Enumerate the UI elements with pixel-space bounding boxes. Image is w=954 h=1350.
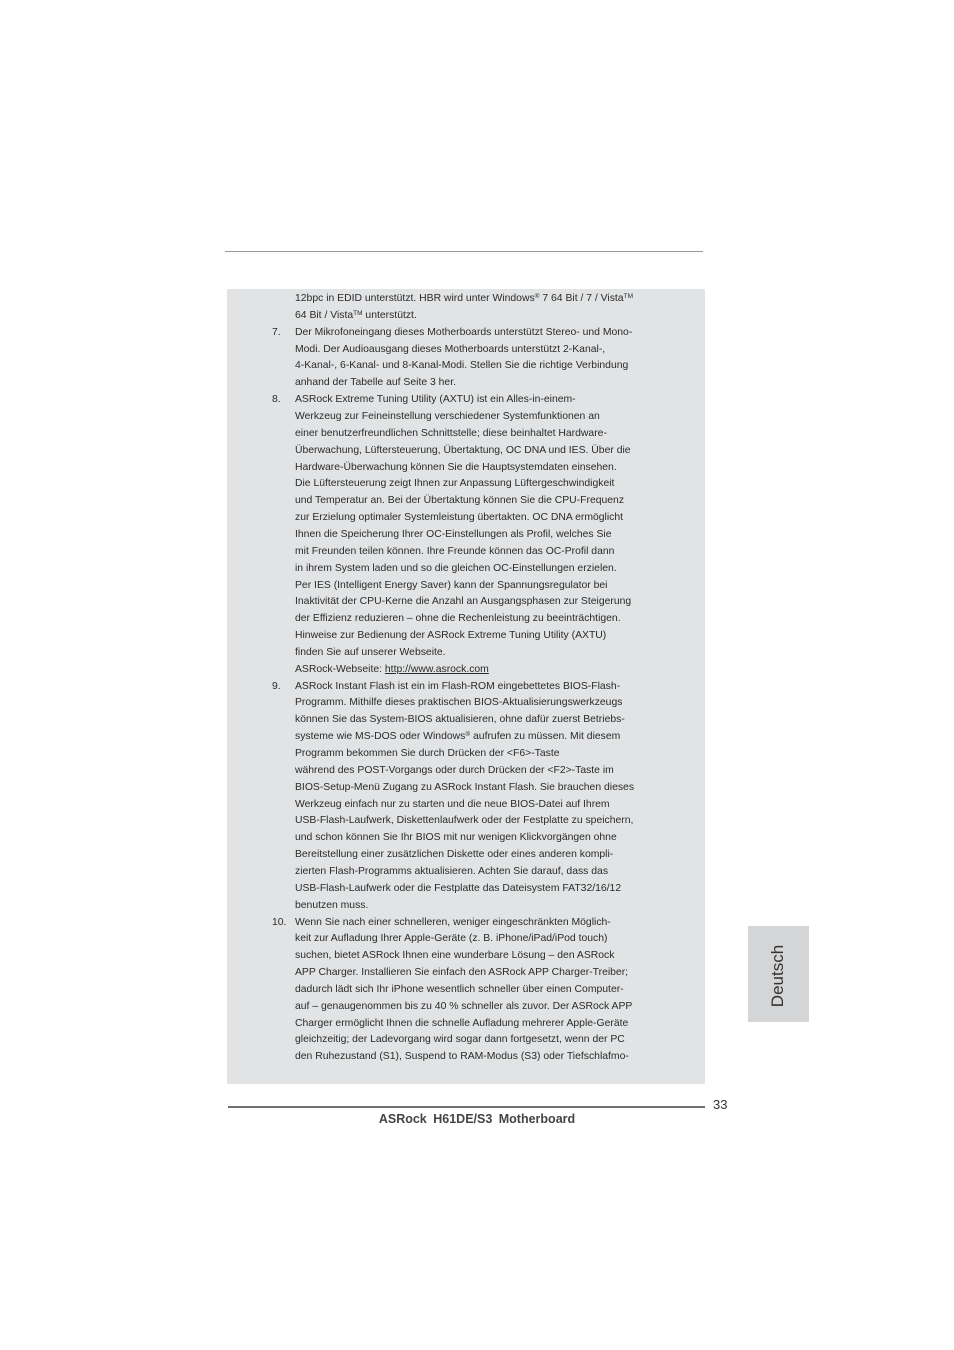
text-line: [295, 309, 417, 322]
text-line: zierten Flash-Programms aktualisieren. Achten Sie darauf, dass das: [295, 865, 609, 877]
text-line: Inaktivität der CPU-Kerne die Anzahl an Ausgangsphasen zur Steigerung: [295, 596, 632, 608]
text-line: [295, 730, 620, 743]
text-line: finden Sie auf unserer Webseite.: [295, 646, 446, 658]
text-line: während des POST-Vorgangs oder durch Drücken der <F2>-Taste im: [295, 764, 614, 776]
superscript-mark: TM: [623, 293, 633, 300]
text-fragment: 7 64 Bit / 7 / Vista: [539, 293, 624, 304]
text-line: den Ruhezustand (S1), Suspend to RAM-Modus (S3) oder Tiefschlafmo-: [295, 1051, 629, 1063]
text-line: Programm bekommen Sie durch Drücken der <F6>-Taste: [295, 748, 560, 759]
text-line: ASRock Extreme Tuning Utility (AXTU) ist ein Alles-in-einem-: [295, 394, 576, 406]
text-line: Werkzeug einfach nur zu starten und die neue BIOS-Datei auf Ihrem: [295, 798, 610, 810]
text-line: dadurch lädt sich Ihr iPhone wesentlich schneller über einen Computer-: [295, 983, 624, 995]
text-line: benutzen muss.: [295, 899, 369, 911]
text-line: 4-Kanal-, 6-Kanal- und 8-Kanal-Modi. Stellen Sie die richtige Verbindung: [295, 360, 629, 372]
text-line: USB-Flash-Laufwerk, Diskettenlaufwerk oder der Festplatte zu speichern,: [295, 815, 634, 827]
superscript-mark: ®: [534, 293, 540, 300]
text-line: anhand der Tabelle auf Seite 3 her.: [295, 377, 456, 389]
item-number: 7.: [272, 326, 281, 338]
text-line: Bereitstellung einer zusätzlichen Diskette oder eines anderen kompli-: [295, 849, 614, 861]
text-line: und schon können Sie Ihr BIOS mit nur wenigen Klickvorgängen ohne: [295, 832, 617, 844]
website-label: ASRock-Webseite:: [295, 663, 385, 675]
text-line: Werkzeug zur Feineinstellung verschiedener Systemfunktionen an: [295, 411, 600, 422]
text-fragment: 12bpc in EDID unterstützt. HBR wird unter Windows: [295, 293, 535, 304]
text-line: suchen, bietet ASRock Ihnen eine wunderbare Lösung – den ASRock: [295, 950, 615, 962]
text-line: mit Freunden teilen können. Ihre Freunde können das OC-Profil dann: [295, 545, 615, 557]
text-line: USB-Flash-Laufwerk oder die Festplatte das Dateisystem FAT32/16/12: [295, 882, 622, 894]
text-line: [295, 292, 633, 305]
text-line: ASRock Instant Flash ist ein im Flash-ROM eingebettetes BIOS-Flash-: [295, 680, 621, 692]
text-line: gleichzeitig; der Ladevorgang wird sogar dann fortgesetzt, wenn der PC: [295, 1034, 625, 1046]
item-number: 9.: [272, 680, 281, 692]
text-line: Programm. Mithilfe dieses praktischen BIOS-Aktualisierungswerkzeugs: [295, 697, 623, 709]
website-link[interactable]: http://www.asrock.com: [384, 663, 489, 675]
text-line: keit zur Aufladung Ihrer Apple-Geräte (z. B. iPhone/iPad/iPod touch): [295, 933, 608, 945]
text-line: der Effizienz reduzieren – ohne die Rechenleistung zu beeinträchtigen.: [295, 613, 621, 625]
page-number: 33: [713, 1097, 728, 1112]
language-tab: [748, 926, 809, 1022]
text-line: Hardware-Überwachung können Sie die Hauptsystemdaten einsehen.: [295, 461, 617, 473]
text-fragment: systeme wie MS-DOS oder Windows: [295, 731, 466, 743]
footer-title: ASRock H61DE/S3 Motherboard: [378, 1112, 576, 1126]
text-line: APP Charger. Installieren Sie einfach den ASRock APP Charger-Treiber;: [295, 967, 629, 978]
text-line: und Temperatur an. Bei der Übertaktung können Sie die CPU-Frequenz: [295, 495, 625, 507]
text-line: zur Erzielung optimaler Systemleistung übertakten. OC DNA ermöglicht: [295, 512, 624, 524]
text-line: BIOS-Setup-Menü Zugang zu ASRock Instant Flash. Sie brauchen dieses: [295, 781, 635, 793]
text-fragment: aufrufen zu müssen. Mit diesem: [470, 731, 621, 743]
header-rule: [225, 251, 703, 252]
text-line: Überwachung, Lüftersteuerung, Übertaktung, OC DNA und IES. Über die: [295, 444, 631, 456]
text-line: können Sie das System-BIOS aktualisieren, ohne dafür zuerst Betriebs-: [295, 714, 625, 726]
text-line: Per IES (Intelligent Energy Saver) kann der Spannungsregulator bei: [295, 579, 608, 591]
language-tab-label: Deutsch: [768, 944, 787, 1008]
text-line: Der Mikrofoneingang dieses Motherboards unterstützt Stereo- und Mono-: [295, 326, 633, 338]
footer-rule: [228, 1106, 705, 1108]
text-fragment: unterstützt.: [362, 309, 417, 321]
item-number: 10.: [272, 916, 287, 928]
text-line: Ihnen die Speicherung Ihrer OC-Einstellungen als Profil, welches Sie: [295, 528, 612, 540]
text-fragment: 64 Bit / Vista: [295, 309, 354, 321]
superscript-mark: ®: [465, 731, 471, 739]
text-line: Wenn Sie nach einer schnelleren, weniger eingeschränkten Möglich-: [295, 916, 611, 928]
text-line: Die Lüftersteuerung zeigt Ihnen zur Anpassung Lüftergeschwindigkeit: [295, 478, 615, 490]
website-line: [295, 663, 489, 676]
text-line: Charger ermöglicht Ihnen die schnelle Aufladung mehrerer Apple-Geräte: [295, 1017, 629, 1029]
text-line: auf – genaugenommen bis zu 40 % schneller als zuvor. Der ASRock APP: [295, 1000, 633, 1012]
item-number: 8.: [272, 394, 281, 406]
text-line: Modi. Der Audioausgang dieses Motherboards unterstützt 2-Kanal-,: [295, 343, 606, 355]
text-line: in ihrem System laden und so die gleichen OC-Einstellungen erzielen.: [295, 562, 617, 574]
text-line: einer benutzerfreundlichen Schnittstelle; diese beinhaltet Hardware-: [295, 427, 607, 439]
superscript-mark: TM: [353, 309, 363, 317]
text-line: Hinweise zur Bedienung der ASRock Extreme Tuning Utility (AXTU): [295, 630, 607, 641]
